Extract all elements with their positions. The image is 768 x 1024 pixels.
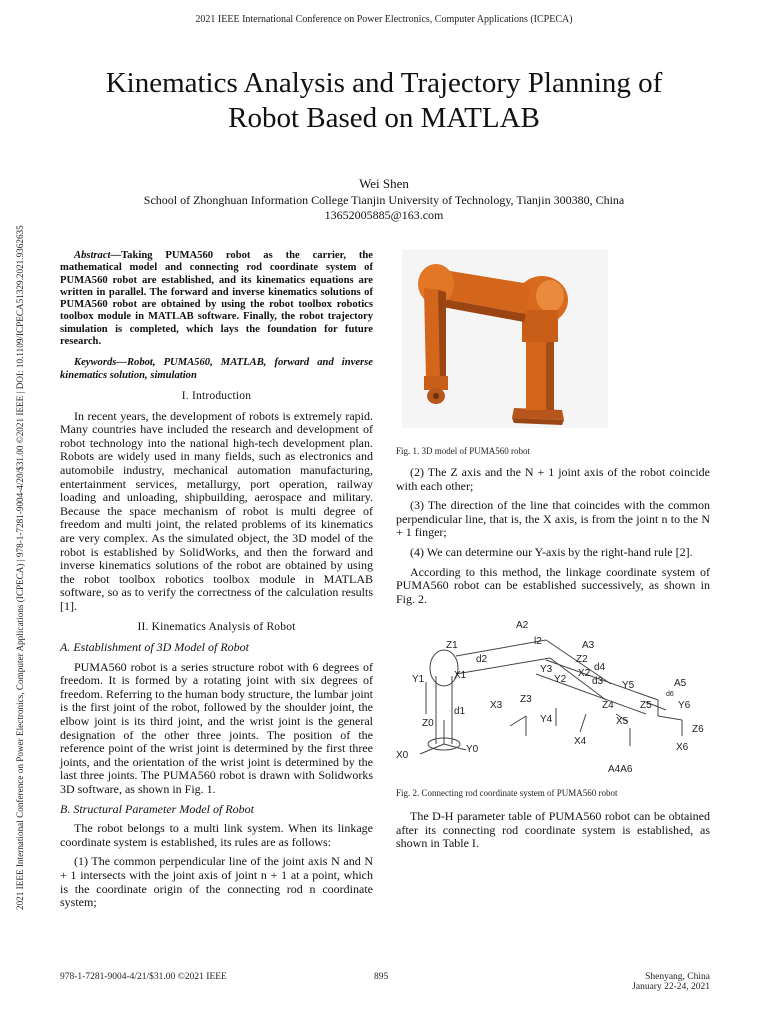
label-y0: Y0: [466, 744, 479, 755]
author-name: Wei Shen: [359, 176, 409, 191]
title-line-2: Robot Based on MATLAB: [228, 102, 540, 134]
label-y2: Y2: [554, 674, 567, 685]
label-y4: Y4: [540, 714, 553, 725]
rule-3: (3) The direction of the line that coincides with the common perpendicular line, that is, the X axis, is from the joint n to the N + 1 finger;: [396, 498, 710, 540]
label-z5: Z5: [640, 700, 652, 711]
method-text: According to this method, the linkage coordinate system of PUMA560 robot can be established successively, as shown in Fig. 2.: [396, 564, 710, 606]
left-column: [60, 250, 373, 916]
footer-copyright: 978-1-7281-9004-4/21/$31.00 ©2021 IEEE: [60, 972, 227, 982]
subsection-a-text: PUMA560 robot is a series structure robot with 6 degrees of freedom. It is formed by a rotating joint with six degrees of freedom. Referring to the human body structure, the lumbar joint is the first joint of the robot, followed by the shoulder joint, the elbow joint is its third joint, and the wrist joint is the general designation of the other three joints. The position of the reference point of the wrist joint is determined by the first three joints, and the orientation of the wrist joint is determined by the last three joints. The PUMA560 robot is drawn with Solidworks 3D software, as shown in Fig. 1.: [60, 659, 373, 796]
label-z4: Z4: [602, 700, 614, 711]
label-x1: X1: [454, 670, 467, 681]
label-a4a6: A4A6: [608, 764, 633, 775]
figure-1-robot-model: [402, 250, 608, 428]
footer-date: January 22-24, 2021: [632, 982, 710, 992]
side-margin-doi: 2021 IEEE International Conference on Power Electronics, Computer Applications (ICPECA) | 978-1-7281-9004-4/20/$31.00 ©2021 IEEE | DOI: 10.1109/ICPECA51329.2021.9362635: [15, 225, 25, 910]
label-x2: X2: [578, 668, 591, 679]
label-x3: X3: [490, 700, 503, 711]
label-z1: Z1: [446, 640, 458, 651]
label-y3: Y3: [540, 664, 553, 675]
figure-1-caption: Fig. 1. 3D model of PUMA560 robot: [396, 446, 531, 456]
rule-4: (4) We can determine our Y-axis by the right-hand rule [2].: [410, 544, 693, 559]
label-z6: Z6: [692, 724, 704, 735]
section-heading-introduction: I. Introduction: [181, 389, 252, 402]
section-heading-kinematics: II. Kinematics Analysis of Robot: [137, 621, 296, 634]
paper-title: [40, 66, 728, 136]
label-y5: Y5: [622, 680, 635, 691]
page-number: 895: [374, 972, 389, 982]
label-a5: A5: [674, 678, 687, 689]
conference-header: 2021 IEEE International Conference on Power Electronics, Computer Applications (ICPECA): [195, 14, 573, 25]
subsection-b-text: The robot belongs to a multi link system. When its linkage coordinate system is established, its rules are as follows:: [60, 821, 373, 849]
label-z2: Z2: [576, 654, 588, 665]
email: 13652005885@163.com: [324, 208, 444, 222]
figure-2-coordinate-system: [396, 616, 714, 776]
label-y1: Y1: [412, 674, 425, 685]
label-d1: d1: [454, 706, 466, 717]
affiliation: School of Zhonghuan Information College Tianjin University of Technology, Tianjin 300380, China: [143, 193, 625, 207]
label-a3: A3: [582, 640, 595, 651]
footer-location: [560, 972, 710, 992]
label-x6: X6: [676, 742, 689, 753]
label-d6: d6: [666, 691, 674, 698]
title-line-1: Kinematics Analysis and Trajectory Planning of: [105, 67, 663, 99]
dh-table-text: The D-H parameter table of PUMA560 robot can be obtained after its connecting rod coordinate system is established, as shown in Table I.: [396, 809, 710, 851]
right-column-lower: [396, 810, 710, 857]
label-l2: l2: [534, 636, 542, 647]
introduction-text: In recent years, the development of robots is extremely rapid. Many countries have included the research and development of robot technology into the national high-tech development plan. Robots are widely used in many fields, such as electronics and automobile industry, mechanical automation manufacturing, entertainment services, metallurgy, port operation, railway loading and unloading, shipbuilding, aerospace and military. Because the space mechanism of robot is multi degree of freedom and multi joint, the related problems of its kinematics are very complex. As the simulated object, the 3D model of the robot is established by SolidWorks, and then the forward and inverse kinematics solutions of the robot are obtained by using the robot toolbox robotics toolbox module in MATLAB software, so as to verify the correctness of the calculation results [1].: [60, 408, 373, 613]
subsection-heading-a: A. Establishment of 3D Model of Robot: [60, 640, 249, 655]
keywords-text: —Robot, PUMA560, MATLAB, forward and inverse kinematics solution, simulation: [60, 357, 373, 381]
coordinate-diagram: [396, 616, 714, 776]
label-d2: d2: [476, 654, 488, 665]
keywords: [60, 357, 373, 382]
label-a2: A2: [516, 620, 529, 631]
label-y6: Y6: [678, 700, 691, 711]
footer-city: Shenyang, China: [645, 972, 710, 982]
abstract-text: —Taking PUMA560 robot as the carrier, the mathematical model and connecting rod coordinate system of PUMA560 robot are established, and its kinematics equations are written in parallel. The forward and inverse kinematics solutions of PUMA560 robot are obtained by using the robot toolbox robotics toolbox module in MATLAB software. Finally, the robot trajectory simulation is completed, which lays the foundation for future research.: [60, 250, 373, 348]
label-x4: X4: [574, 736, 587, 747]
rule-2: (2) The Z axis and the N + 1 joint axis of the robot coincide with each other;: [396, 465, 710, 493]
right-column-upper: [396, 466, 710, 612]
label-d3: d3: [592, 676, 604, 687]
robot-3d-illustration: [402, 250, 608, 428]
affiliation-block: [40, 193, 728, 223]
label-x0: X0: [396, 750, 409, 761]
figure-2-caption: Fig. 2. Connecting rod coordinate system of PUMA560 robot: [396, 788, 618, 798]
label-d4: d4: [594, 662, 606, 673]
subsection-heading-b: B. Structural Parameter Model of Robot: [60, 801, 254, 816]
label-z3: Z3: [520, 694, 532, 705]
label-z0: Z0: [422, 718, 434, 729]
label-x5: X5: [616, 716, 629, 727]
keywords-label: Keywords: [74, 357, 117, 369]
abstract-label: Abstract: [74, 250, 111, 261]
rule-1: (1) The common perpendicular line of the joint axis N and N + 1 intersects with the joint axis of joint n + 1 at a point, which is the coordinate origin of the connecting rod n coordinate system;: [60, 854, 373, 910]
abstract: [60, 250, 373, 348]
